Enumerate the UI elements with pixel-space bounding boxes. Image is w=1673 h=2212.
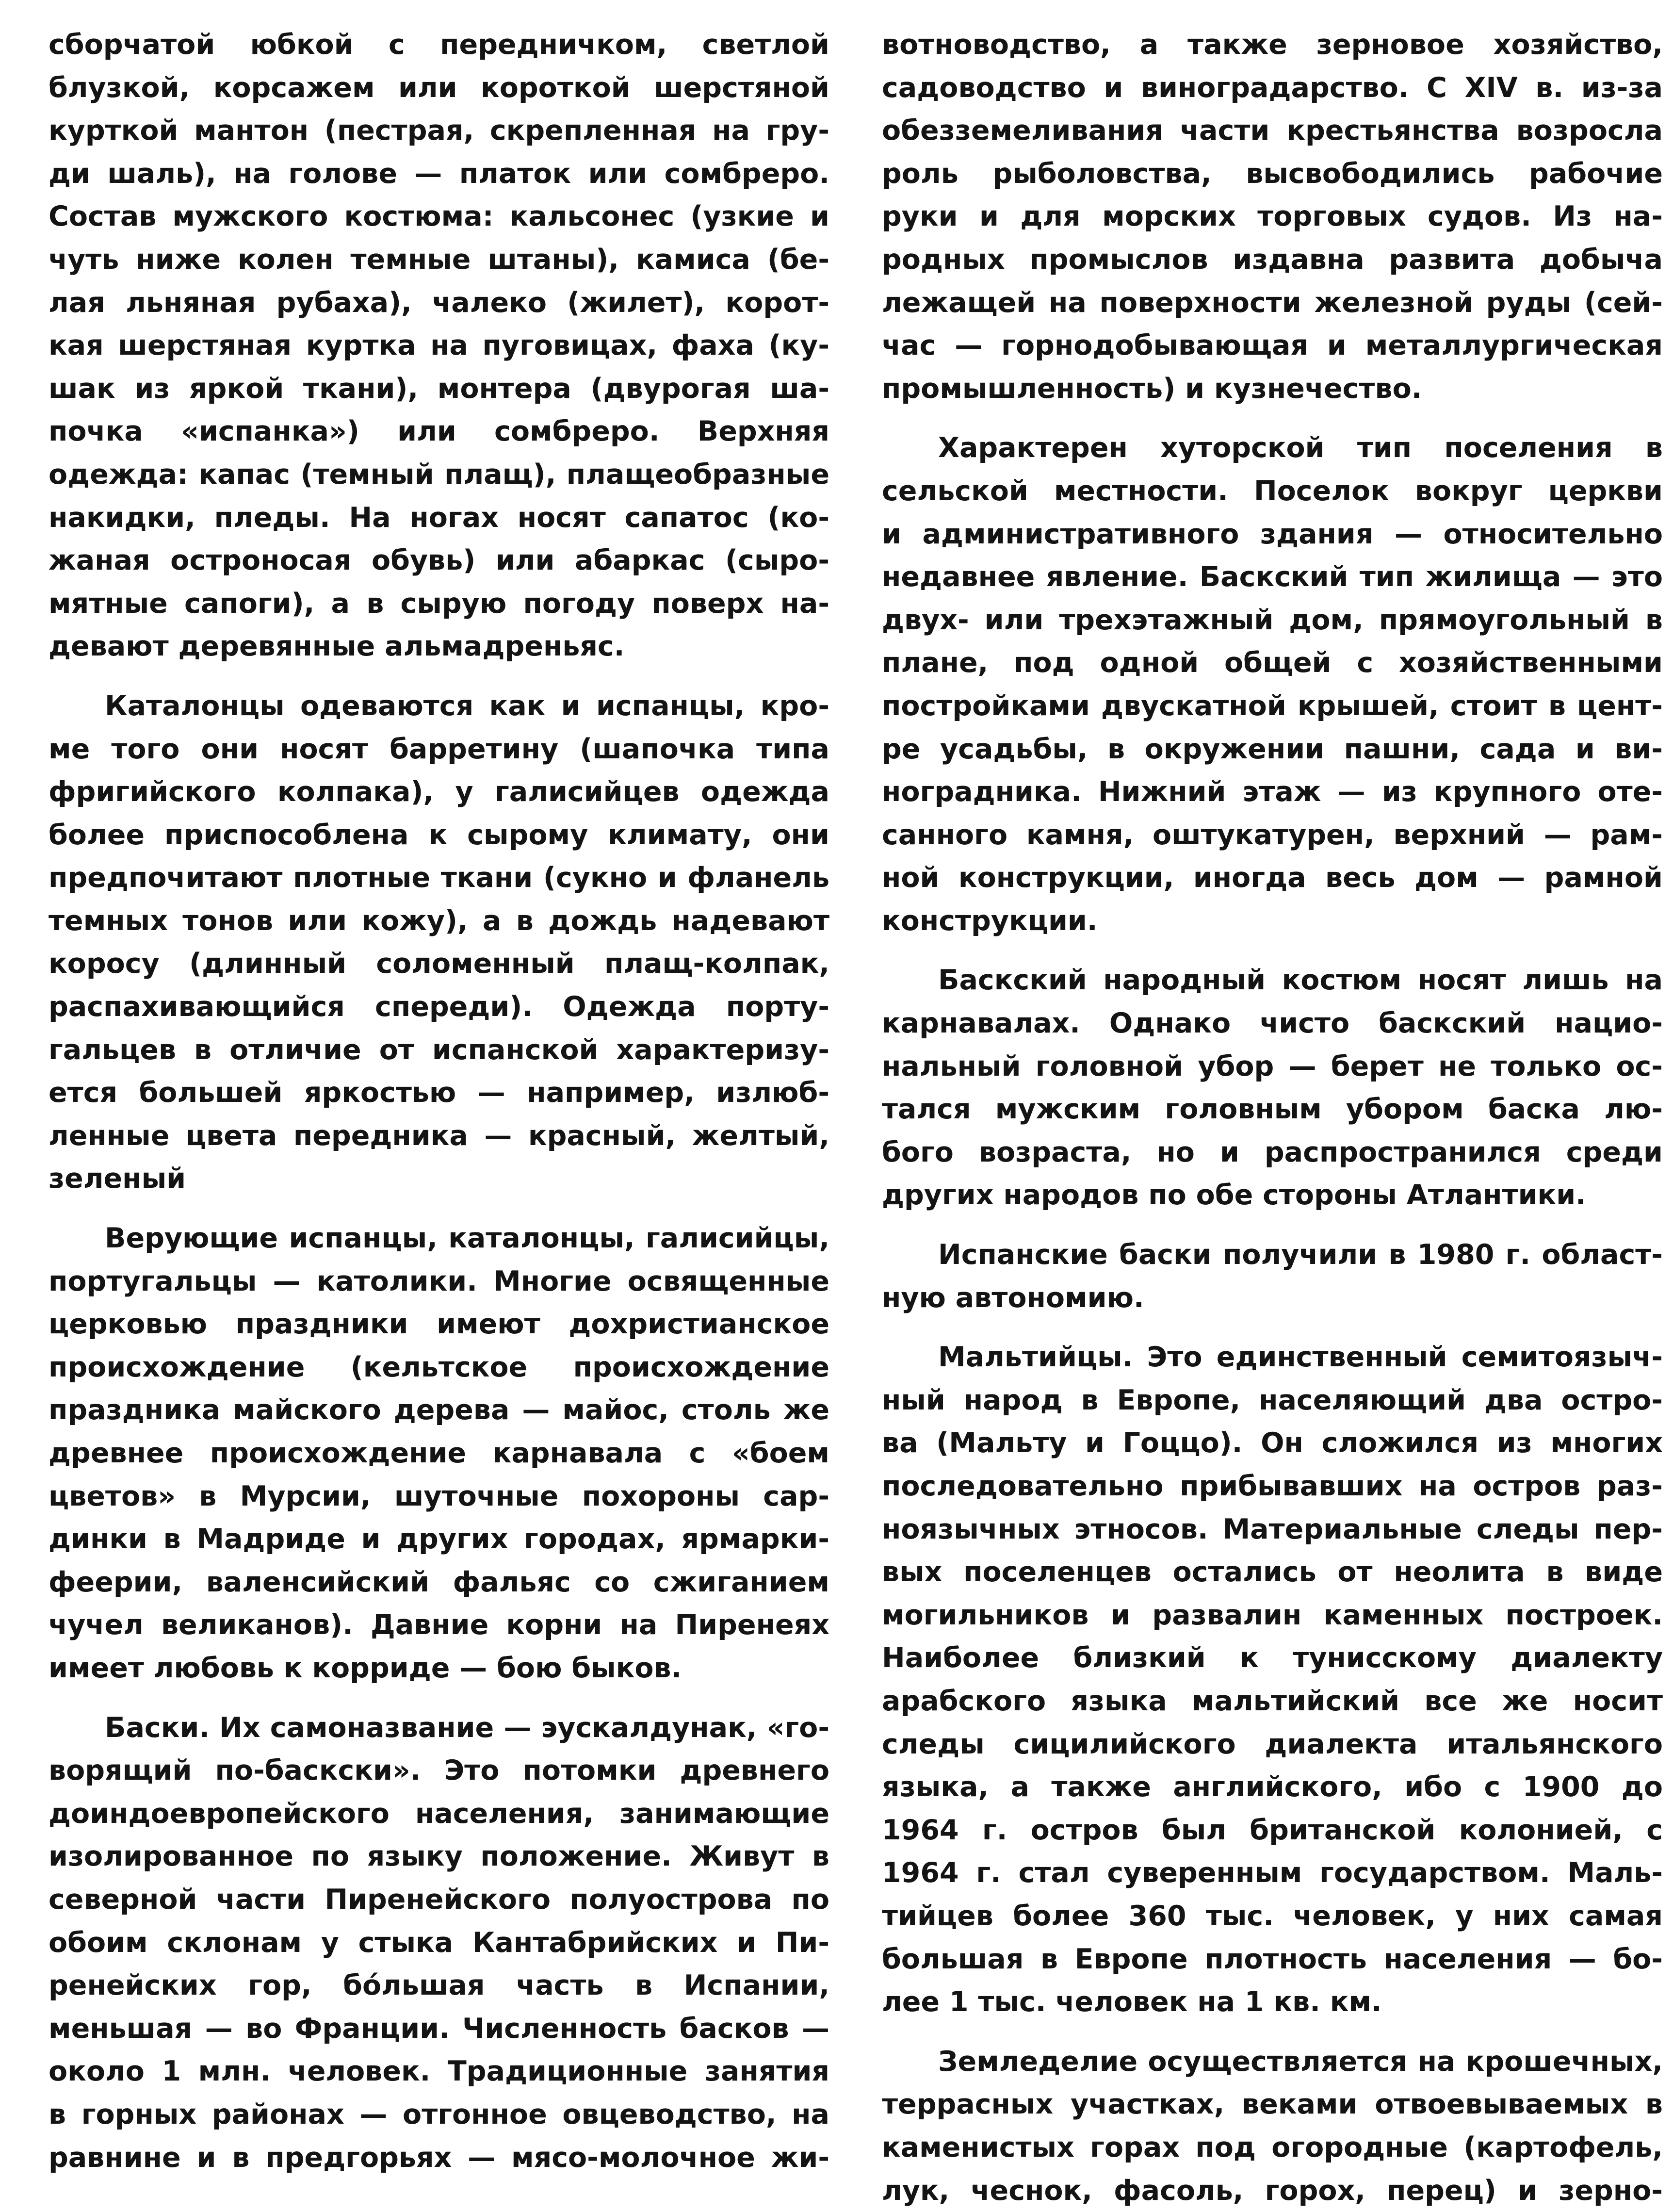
text-line: 1964 г. остров был британской колонией, с: [882, 1809, 1663, 1852]
text-line: португальцы — католики. Многие освященные: [49, 1260, 829, 1303]
text-line: ную автономию.: [882, 1277, 1663, 1320]
text-line: тийцев более 360 тыс. человек, у них самая: [882, 1895, 1663, 1938]
text-line: имеет любовь к корриде — бою быков.: [49, 1647, 829, 1690]
text-line: ноградника. Нижний этаж — из крупного оте-: [882, 770, 1663, 814]
text-line: Характерен хуторской тип поселения в: [882, 426, 1663, 470]
text-line: следы сицилийского диалекта итальянского: [882, 1723, 1663, 1766]
text-line: санного камня, оштукатурен, верхний — рам-: [882, 814, 1663, 857]
text-line: Испанские баски получили в 1980 г. област-: [882, 1233, 1663, 1277]
text-line: ва (Мальту и Гоццо). Он сложился из многих: [882, 1422, 1663, 1465]
text-line: руки и для морских торговых судов. Из на-: [882, 195, 1663, 238]
text-line: доиндоевропейского населения, занимающие: [49, 1792, 829, 1835]
line-text: Их самоназвание — эускалдунак, «го-: [210, 1712, 829, 1744]
text-line: вотноводство, а также зерновое хозяйство,: [882, 23, 1663, 66]
text-line: праздника майского дерева — майос, столь же: [49, 1389, 829, 1432]
text-line: родных промыслов издавна развита добыча: [882, 238, 1663, 281]
text-line: девают деревянные альмадреньяс.: [49, 625, 829, 668]
text-line: нальный головной убор — берет не только ос-: [882, 1045, 1663, 1088]
text-line: происхождение (кельтское происхождение: [49, 1346, 829, 1389]
line-text: Это единственный семитоязыч-: [1133, 1341, 1663, 1373]
section-heading: Баски.: [105, 1712, 210, 1744]
text-line: цветов» в Мурсии, шуточные похороны сар-: [49, 1475, 829, 1518]
text-line: жаная остроносая обувь) или абаркас (сыро-: [49, 539, 829, 582]
text-line: чуть ниже колен темные штаны), камиса (бе-: [49, 238, 829, 281]
text-line: церковью праздники имеют дохристианское: [49, 1303, 829, 1346]
text-line: предпочитают плотные ткани (сукно и фланель: [49, 856, 829, 900]
text-line: коросу (длинный соломенный плащ-колпак,: [49, 942, 829, 985]
text-line: почка «испанка») или сомбреро. Верхняя: [49, 410, 829, 453]
text-line: лая льняная рубаха), чалеко (жилет), корот-: [49, 281, 829, 325]
text-line: террасных участках, веками отвоевываемых в: [882, 2083, 1663, 2126]
text-line: феерии, валенсийский фальяс со сжиганием: [49, 1561, 829, 1604]
text-line: зеленый: [49, 1157, 829, 1200]
text-line: одежда: капас (темный плащ), плащеобразные: [49, 453, 829, 496]
left-text-column: [49, 23, 829, 2179]
text-line: ный народ в Европе, населяющий два остро-: [882, 1379, 1663, 1422]
text-line: большая в Европе плотность населения — бо-: [882, 1938, 1663, 1981]
text-line: [882, 1336, 1663, 1379]
text-line: сельской местности. Поселок вокруг церкви: [882, 470, 1663, 513]
text-line: равнине и в предгорьях — мясо-молочное жи-: [49, 2136, 829, 2179]
text-line: Баскский народный костюм носят лишь на: [882, 959, 1663, 1002]
text-line: ется большей яркостью — например, излюб-: [49, 1071, 829, 1114]
text-line: плане, под одной общей с хозяйственными: [882, 641, 1663, 685]
text-line: двух- или трехэтажный дом, прямоугольный в: [882, 599, 1663, 642]
text-line: постройками двускатной крышей, стоит в цент-: [882, 685, 1663, 728]
text-line: ренейских гор, бóльшая часть в Испании,: [49, 1964, 829, 2007]
text-line: бого возраста, но и распространился среди: [882, 1131, 1663, 1174]
text-line: в горных районах — отгонное овцеводство, на: [49, 2093, 829, 2136]
text-line: меньшая — во Франции. Численность басков —: [49, 2007, 829, 2050]
text-line: могильников и развалин каменных построек.: [882, 1594, 1663, 1637]
text-line: тался мужским головным убором баска лю-: [882, 1088, 1663, 1131]
text-line: более приспособлена к сырому климату, они: [49, 814, 829, 857]
text-line: карнавалах. Однако чисто баскский нацио-: [882, 1002, 1663, 1045]
text-line: кая шерстяная куртка на пуговицах, фаха (ку-: [49, 324, 829, 367]
text-line: ре усадьбы, в окружении пашни, сада и ви-: [882, 728, 1663, 771]
text-line: час — горнодобывающая и металлургическая: [882, 324, 1663, 367]
text-line: темных тонов или кожу), а в дождь надевают: [49, 900, 829, 943]
text-line: изолированное по языку положение. Живут в: [49, 1835, 829, 1878]
section-heading: Мальтийцы.: [938, 1341, 1133, 1373]
text-line: последовательно прибывавших на остров раз-: [882, 1465, 1663, 1508]
text-line: ди шаль), на голове — платок или сомбреро.: [49, 152, 829, 196]
text-line: Наиболее близкий к тунисскому диалекту: [882, 1637, 1663, 1680]
text-line: вых поселенцев остались от неолита в виде: [882, 1551, 1663, 1594]
text-line: древнее происхождение карнавала с «боем: [49, 1432, 829, 1475]
text-line: ленные цвета передника — красный, желтый,: [49, 1114, 829, 1158]
text-line: ной конструкции, иногда весь дом — рамной: [882, 856, 1663, 900]
text-line: языка, а также английского, ибо с 1900 до: [882, 1766, 1663, 1809]
text-line: [49, 1706, 829, 1750]
text-line: лук, чеснок, фасоль, горох, перец) и зерно-: [882, 2169, 1663, 2212]
text-line: ме того они носят барретину (шапочка типа: [49, 728, 829, 771]
right-text-column: [882, 23, 1663, 2212]
text-line: мятные сапоги), а в сырую погоду поверх на-: [49, 582, 829, 625]
text-line: гальцев в отличие от испанской характеризу-: [49, 1029, 829, 1072]
text-line: арабского языка мальтийский все же носит: [882, 1680, 1663, 1723]
text-line: накидки, пледы. На ногах носят сапатос (ко-: [49, 496, 829, 540]
text-line: блузкой, корсажем или короткой шерстяной: [49, 66, 829, 110]
text-line: роль рыболовства, высвободились рабочие: [882, 152, 1663, 196]
text-line: 1964 г. стал суверенным государством. Маль-: [882, 1852, 1663, 1895]
text-line: лее 1 тыс. человек на 1 кв. км.: [882, 1981, 1663, 2024]
text-line: ноязычных этносов. Материальные следы пер-: [882, 1508, 1663, 1551]
text-line: курткой мантон (пестрая, скрепленная на гру-: [49, 109, 829, 152]
text-line: северной части Пиренейского полуострова по: [49, 1878, 829, 1921]
text-line: динки в Мадриде и других городах, ярмарки-: [49, 1518, 829, 1561]
text-line: обезземеливания части крестьянства возросла: [882, 109, 1663, 152]
text-line: других народов по обе стороны Атлантики.: [882, 1174, 1663, 1217]
text-line: садоводство и виноградарство. С XIV в. из-за: [882, 66, 1663, 110]
text-line: и административного здания — относительно: [882, 513, 1663, 556]
text-line: чучел великанов). Давние корни на Пиренеях: [49, 1604, 829, 1647]
text-line: промышленность) и кузнечество.: [882, 367, 1663, 410]
text-line: конструкции.: [882, 900, 1663, 943]
text-line: распахивающийся спереди). Одежда порту-: [49, 985, 829, 1029]
text-line: каменистых горах под огородные (картофель,: [882, 2126, 1663, 2169]
text-line: около 1 млн. человек. Традиционные занятия: [49, 2050, 829, 2093]
text-line: фригийского колпака), у галисийцев одежда: [49, 770, 829, 814]
text-line: Каталонцы одеваются как и испанцы, кро-: [49, 685, 829, 728]
text-line: ворящий по-баскски». Это потомки древнего: [49, 1749, 829, 1792]
text-line: Земледелие осуществляется на крошечных,: [882, 2040, 1663, 2083]
text-line: сборчатой юбкой с передничком, светлой: [49, 23, 829, 66]
text-line: Верующие испанцы, каталонцы, галисийцы,: [49, 1217, 829, 1260]
text-line: шак из яркой ткани), монтера (двурогая ша-: [49, 367, 829, 410]
text-line: лежащей на поверхности железной руды (сей-: [882, 281, 1663, 325]
text-line: недавнее явление. Баскский тип жилища — это: [882, 556, 1663, 599]
text-line: обоим склонам у стыка Кантабрийских и Пи-: [49, 1921, 829, 1965]
text-line: Состав мужского костюма: кальсонес (узкие и: [49, 195, 829, 238]
